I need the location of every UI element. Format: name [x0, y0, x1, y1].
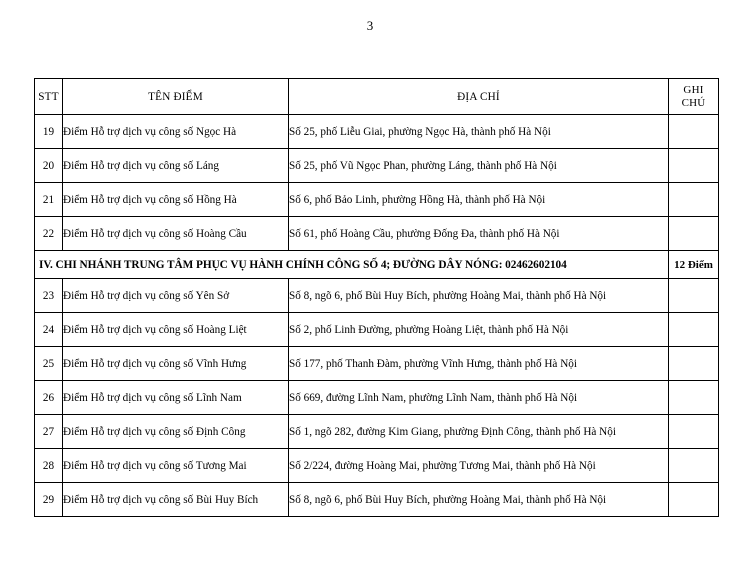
cell-address: Số 2, phố Linh Đường, phường Hoàng Liệt, thành phố Hà Nội — [289, 313, 669, 347]
cell-address: Số 669, đường Lĩnh Nam, phường Lĩnh Nam, thành phố Hà Nội — [289, 381, 669, 415]
cell-address: Số 25, phố Vũ Ngọc Phan, phường Láng, thành phố Hà Nội — [289, 149, 669, 183]
table-row — [35, 483, 719, 517]
service-points-table — [34, 78, 719, 517]
cell-name: Điểm Hỗ trợ dịch vụ công số Lĩnh Nam — [63, 381, 289, 415]
section-title: IV. CHI NHÁNH TRUNG TÂM PHỤC VỤ HÀNH CHÍNH CÔNG SỐ 4; ĐƯỜNG DÂY NÓNG: 02462602104 — [35, 251, 669, 279]
cell-note — [669, 449, 719, 483]
table-row — [35, 149, 719, 183]
table-body — [35, 115, 719, 517]
cell-stt: 23 — [35, 279, 63, 313]
cell-stt: 19 — [35, 115, 63, 149]
table-row — [35, 449, 719, 483]
column-header-note-line2: CHÚ — [681, 96, 706, 109]
table-row — [35, 115, 719, 149]
cell-name: Điểm Hỗ trợ dịch vụ công số Bùi Huy Bích — [63, 483, 289, 517]
cell-note — [669, 115, 719, 149]
cell-address: Số 2/224, đường Hoàng Mai, phường Tương Mai, thành phố Hà Nội — [289, 449, 669, 483]
cell-note — [669, 183, 719, 217]
cell-stt: 29 — [35, 483, 63, 517]
cell-address: Số 1, ngõ 282, đường Kim Giang, phường Định Công, thành phố Hà Nội — [289, 415, 669, 449]
table-row — [35, 183, 719, 217]
cell-name: Điểm Hỗ trợ dịch vụ công số Ngọc Hà — [63, 115, 289, 149]
cell-address: Số 61, phố Hoàng Cầu, phường Đống Đa, thành phố Hà Nội — [289, 217, 669, 251]
table-row — [35, 217, 719, 251]
cell-note — [669, 279, 719, 313]
cell-address: Số 8, ngõ 6, phố Bùi Huy Bích, phường Hoàng Mai, thành phố Hà Nội — [289, 483, 669, 517]
service-points-table-wrapper — [34, 78, 718, 517]
cell-note — [669, 415, 719, 449]
column-header-name: TÊN ĐIỂM — [63, 79, 289, 115]
cell-name: Điểm Hỗ trợ dịch vụ công số Định Công — [63, 415, 289, 449]
cell-address: Số 177, phố Thanh Đàm, phường Vĩnh Hưng, thành phố Hà Nội — [289, 347, 669, 381]
table-row — [35, 347, 719, 381]
column-header-address: ĐỊA CHỈ — [289, 79, 669, 115]
column-header-note-line1: GHI — [683, 84, 704, 96]
cell-name: Điểm Hỗ trợ dịch vụ công số Hoàng Liệt — [63, 313, 289, 347]
cell-note — [669, 347, 719, 381]
table-header — [35, 79, 719, 115]
cell-name: Điểm Hỗ trợ dịch vụ công số Yên Sở — [63, 279, 289, 313]
cell-address: Số 8, ngõ 6, phố Bùi Huy Bích, phường Hoàng Mai, thành phố Hà Nội — [289, 279, 669, 313]
section-count: 12 Điểm — [669, 251, 719, 279]
cell-address: Số 6, phố Bảo Linh, phường Hồng Hà, thành phố Hà Nội — [289, 183, 669, 217]
cell-name: Điểm Hỗ trợ dịch vụ công số Láng — [63, 149, 289, 183]
column-header-note — [669, 79, 719, 115]
cell-stt: 22 — [35, 217, 63, 251]
cell-address: Số 25, phố Liễu Giai, phường Ngọc Hà, thành phố Hà Nội — [289, 115, 669, 149]
cell-stt: 26 — [35, 381, 63, 415]
table-row — [35, 381, 719, 415]
section-header-row — [35, 251, 719, 279]
table-row — [35, 279, 719, 313]
cell-note — [669, 381, 719, 415]
cell-note — [669, 217, 719, 251]
table-header-row — [35, 79, 719, 115]
cell-name: Điểm Hỗ trợ dịch vụ công số Hồng Hà — [63, 183, 289, 217]
cell-note — [669, 149, 719, 183]
table-row — [35, 313, 719, 347]
cell-name: Điểm Hỗ trợ dịch vụ công số Hoàng Cầu — [63, 217, 289, 251]
cell-stt: 28 — [35, 449, 63, 483]
cell-stt: 24 — [35, 313, 63, 347]
cell-name: Điểm Hỗ trợ dịch vụ công số Tương Mai — [63, 449, 289, 483]
cell-stt: 27 — [35, 415, 63, 449]
cell-note — [669, 313, 719, 347]
cell-stt: 21 — [35, 183, 63, 217]
column-header-stt: STT — [35, 79, 63, 115]
cell-stt: 25 — [35, 347, 63, 381]
cell-note — [669, 483, 719, 517]
table-row — [35, 415, 719, 449]
cell-stt: 20 — [35, 149, 63, 183]
cell-name: Điểm Hỗ trợ dịch vụ công số Vĩnh Hưng — [63, 347, 289, 381]
page-number: 3 — [366, 18, 374, 33]
